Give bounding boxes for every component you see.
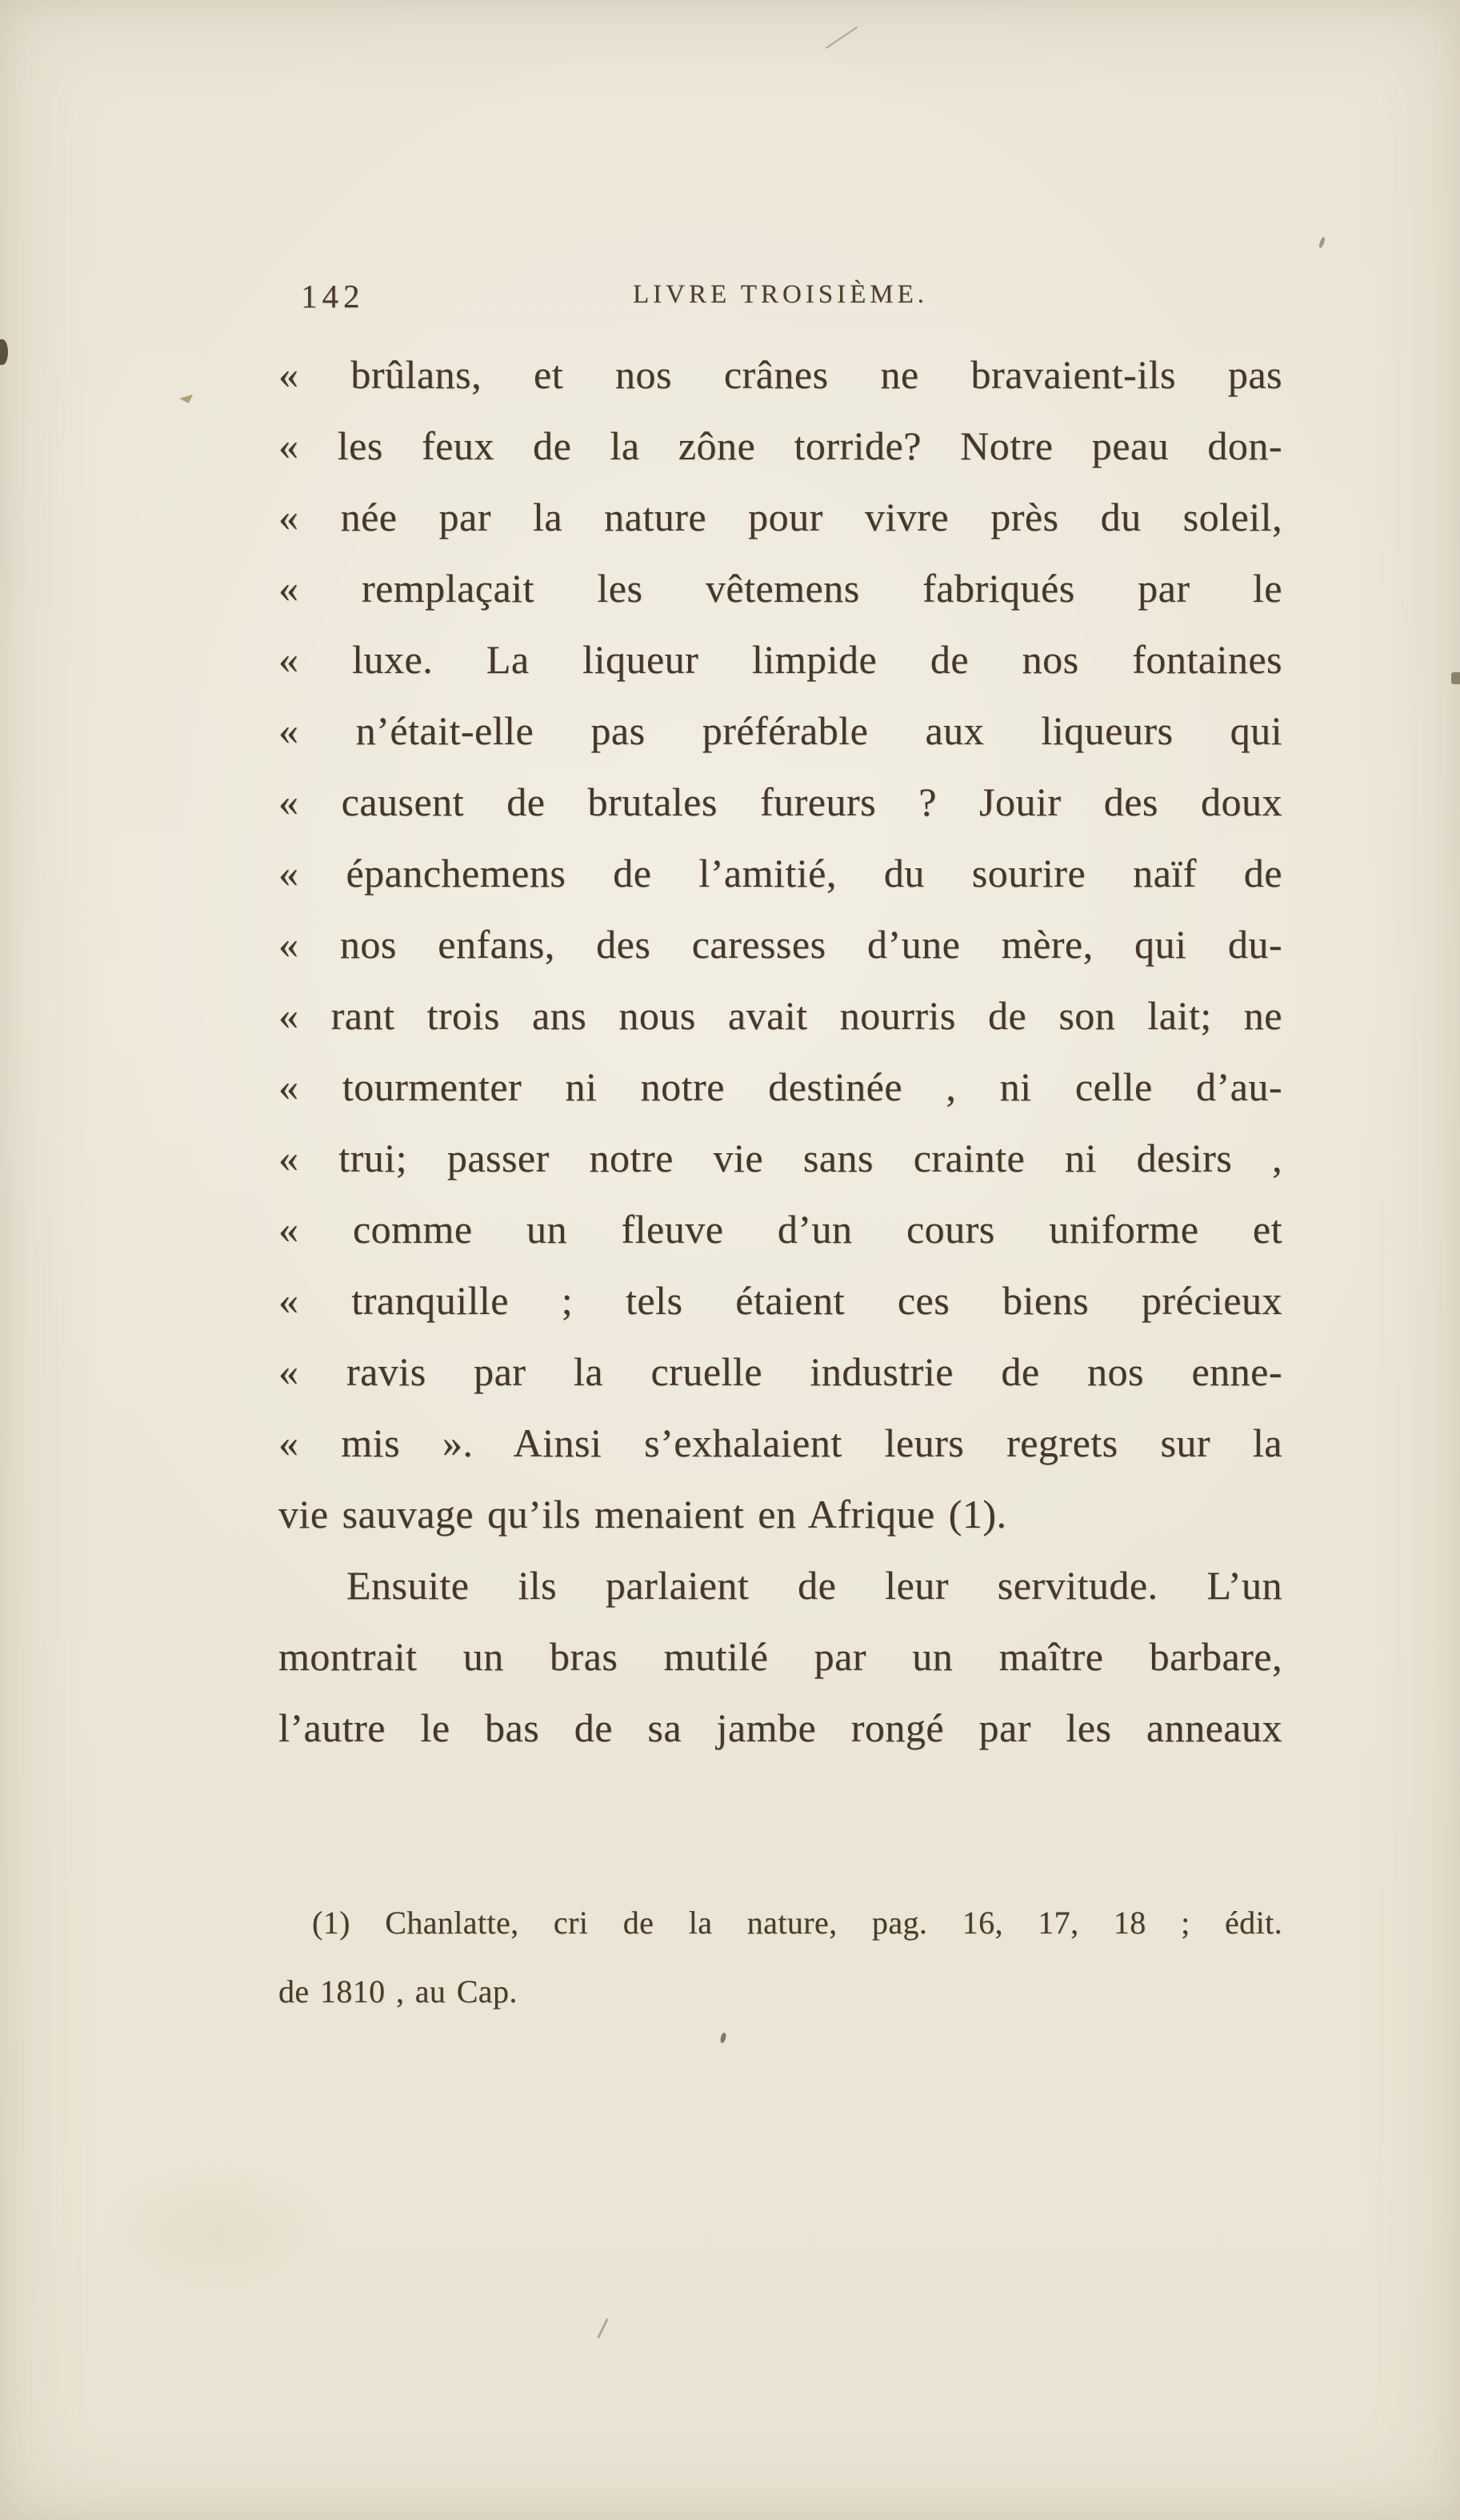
footnote-line: (1) Chanlatte, cri de la nature, pag. 16, 17, 18 ; édit. — [312, 1905, 1282, 1941]
text-line: « mis ». Ainsi s’exhalaient leurs regrets sur la — [278, 1420, 1282, 1465]
text-line: montrait un bras mutilé par un maître barbare, — [278, 1634, 1282, 1679]
paper-hairline — [826, 26, 858, 49]
text-line: « rant trois ans nous avait nourris de son lait; ne — [278, 993, 1282, 1038]
ink-speck — [1318, 237, 1326, 249]
footnote-line: de 1810 , au Cap. — [278, 1973, 518, 2009]
text-line: vie sauvage qu’ils menaient en Afrique (1). — [278, 1492, 1007, 1536]
text-line: « tranquille ; tels étaient ces biens précieux — [278, 1278, 1282, 1323]
text-line: « tourmenter ni notre destinée , ni celle d’au- — [278, 1064, 1282, 1109]
ink-speck — [597, 2318, 609, 2339]
running-title: LIVRE TROISIÈME. — [632, 280, 929, 309]
text-line: « trui; passer notre vie sans crainte ni desirs , — [278, 1136, 1282, 1180]
ink-speck — [720, 2032, 727, 2043]
ink-speck — [179, 395, 193, 403]
text-line: « brûlans, et nos crânes ne bravaient-ils pas — [278, 352, 1282, 397]
text-line: « n’était-elle pas préférable aux liqueurs qui — [278, 708, 1282, 753]
text-line: « les feux de la zône torride? Notre peau don- — [278, 423, 1282, 468]
text-line: Ensuite ils parlaient de leur servitude. L’un — [346, 1563, 1282, 1608]
text-line: « causent de brutales fureurs ? Jouir des doux — [278, 779, 1282, 824]
ink-blot — [0, 339, 8, 365]
page-number: 142 — [301, 278, 365, 314]
text-line: « née par la nature pour vivre près du soleil, — [278, 495, 1282, 539]
text-line: « remplaçait les vêtemens fabriqués par le — [278, 566, 1282, 611]
text-line: « comme un fleuve d’un cours uniforme et — [278, 1207, 1282, 1252]
ink-speck — [1451, 672, 1460, 684]
footnote — [278, 1889, 1282, 2026]
paper-stain — [96, 2161, 336, 2305]
text-line: l’autre le bas de sa jambe rongé par les anneaux — [278, 1705, 1282, 1750]
text-line: « nos enfans, des caresses d’une mère, qui du- — [278, 922, 1282, 967]
text-line: « ravis par la cruelle industrie de nos enne- — [278, 1349, 1282, 1394]
body-text — [278, 339, 1282, 1764]
text-line: « épanchemens de l’amitié, du sourire naïf de — [278, 851, 1282, 895]
text-line: « luxe. La liqueur limpide de nos fontaines — [278, 637, 1282, 682]
running-head — [278, 272, 1282, 317]
